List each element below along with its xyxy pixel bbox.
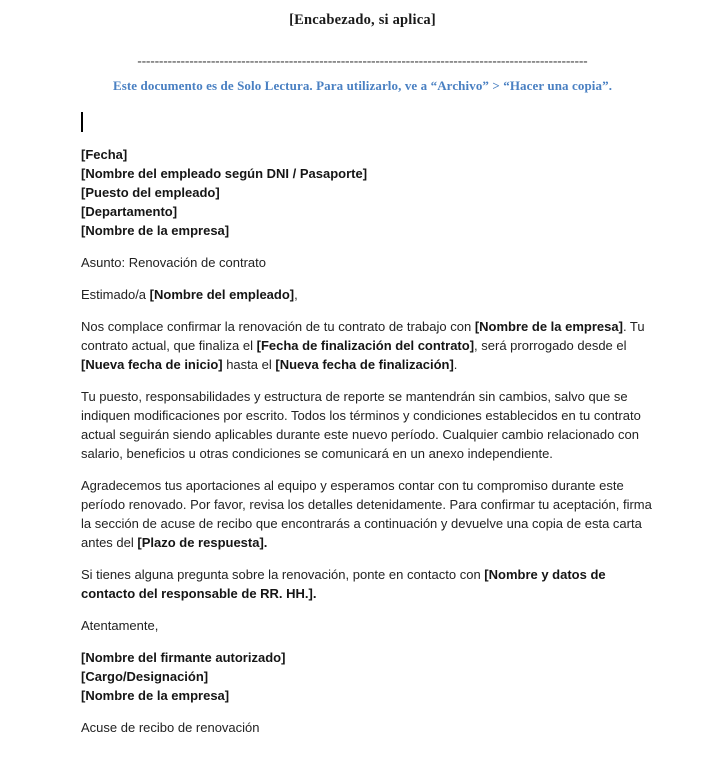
text-segment: Si tienes alguna pregunta sobre la renovación, ponte en contacto con	[81, 567, 485, 582]
paragraph-acknowledgement-request	[81, 476, 653, 552]
text-cursor	[81, 112, 83, 132]
placeholder-field: [Nombre y datos de contacto del responsable de RR. HH.].	[81, 567, 606, 601]
text-segment: Atentamente,	[81, 618, 159, 633]
placeholder-field: [Nueva fecha de finalización]	[275, 357, 454, 372]
paragraph-renewal-details	[81, 317, 653, 374]
placeholder-field: [Nueva fecha de inicio]	[81, 357, 223, 372]
placeholder-field: [Fecha]	[81, 147, 128, 162]
placeholder-field: [Nombre de la empresa]	[81, 688, 230, 703]
text-segment: Acuse de recibo de renovación	[81, 720, 260, 735]
placeholder-field: [Cargo/Designación]	[81, 669, 209, 684]
placeholder-field: [Fecha de finalización del contrato]	[256, 338, 475, 353]
text-segment: hasta el	[222, 357, 276, 372]
text-segment: , será prorrogado desde el	[474, 338, 627, 353]
letter-body[interactable]	[81, 145, 653, 750]
placeholder-field: [Nombre de la empresa]	[81, 223, 230, 238]
placeholder-field: [Nombre de la empresa]	[474, 319, 623, 334]
salutation	[81, 285, 653, 304]
placeholder-field: [Nombre del empleado según DNI / Pasaporte]	[81, 166, 368, 181]
text-segment: Agradecemos tus aportaciones al equipo y esperamos contar con tu compromiso durante este período renovado. Por favor, revisa los detalles detenidamente. Para confirmar tu aceptación, firma la sección de acuse de recibo que encontrarás a continuación y devuelve una copia de esta carta antes del	[81, 478, 652, 550]
paragraph-terms	[81, 387, 653, 463]
placeholder-field: [Nombre del empleado]	[149, 287, 295, 302]
paragraph-contact	[81, 565, 653, 603]
text-segment: ,	[294, 287, 298, 302]
text-segment: Nos complace confirmar la renovación de tu contrato de trabajo con	[81, 319, 475, 334]
placeholder-field: [Nombre del firmante autorizado]	[81, 650, 286, 665]
text-segment: Asunto: Renovación de contrato	[81, 255, 267, 270]
text-segment: Tu puesto, responsabilidades y estructura de reporte se mantendrán sin cambios, salvo que se indiquen modificaciones por escrito. Todos los términos y condiciones establecidos en tu contrato actual seguirán siendo aplicables durante este nuevo período. Cualquier cambio relacionado con salario, beneficios u otras condiciones se comunicará en un anexo independiente.	[81, 389, 641, 461]
subject-line	[81, 253, 653, 272]
dashed-divider: --------------------------------------------------------------------------------------------------------	[137, 53, 588, 68]
text-segment: .	[453, 357, 458, 372]
recipient-block	[81, 145, 653, 240]
acknowledgement-section-title	[81, 718, 653, 737]
text-segment: . Tu contrato actual, que finaliza el	[81, 319, 645, 353]
document-header-placeholder: [Encabezado, si aplica]	[289, 12, 436, 28]
read-only-notice: Este documento es de Solo Lectura. Para utilizarlo, ve a “Archivo” > “Hacer una copia”.	[112, 78, 613, 93]
placeholder-field: [Departamento]	[81, 204, 178, 219]
placeholder-field: [Plazo de respuesta].	[137, 535, 268, 550]
text-segment: Estimado/a	[81, 287, 150, 302]
closing	[81, 616, 653, 635]
placeholder-field: [Puesto del empleado]	[81, 185, 220, 200]
signature-block	[81, 648, 653, 705]
